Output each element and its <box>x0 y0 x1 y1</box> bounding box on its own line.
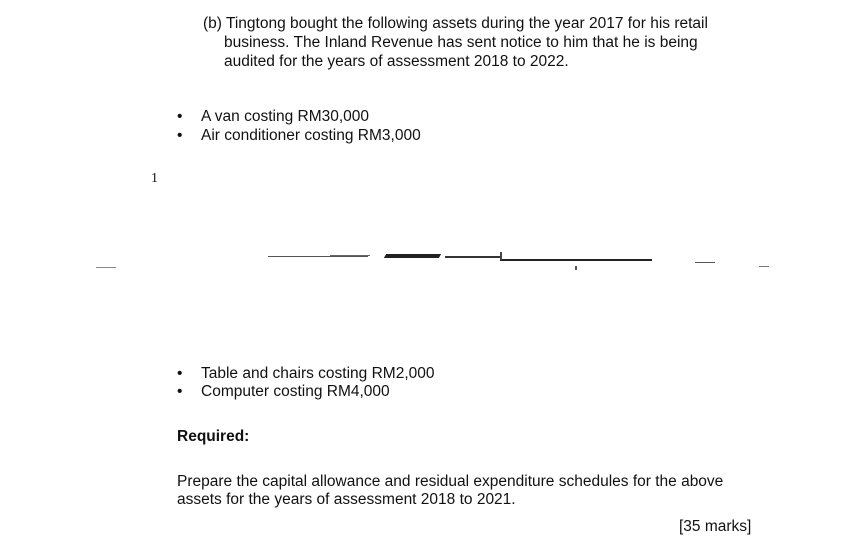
scan-line-8 <box>695 262 715 263</box>
marks-label: [35 marks] <box>679 518 752 535</box>
scan-line-6 <box>500 252 502 260</box>
question-b-line-3: audited for the years of assessment 2018 to 2022. <box>224 53 569 70</box>
scan-line-7 <box>575 266 577 270</box>
page-number: 1 <box>151 171 158 186</box>
instruction-line-2: assets for the years of assessment 2018 to 2021. <box>177 491 516 508</box>
asset-table-chairs: Table and chairs costing RM2,000 <box>201 365 435 382</box>
asset-van: A van costing RM30,000 <box>201 108 370 125</box>
asset-computer: Computer costing RM4,000 <box>201 383 390 400</box>
scan-line-4 <box>445 256 500 258</box>
scan-line-left <box>96 267 116 268</box>
scan-line-3 <box>384 254 441 258</box>
question-b-line-2: business. The Inland Revenue has sent notice to him that he is being <box>224 34 698 51</box>
question-b-line-1: (b) Tingtong bought the following assets during the year 2017 for his retail <box>203 15 708 32</box>
bullet-icon: • <box>177 127 183 144</box>
scan-line-9 <box>759 266 769 267</box>
bullet-icon: • <box>177 383 183 400</box>
instruction-line-1: Prepare the capital allowance and residual expenditure schedules for the above <box>177 473 724 490</box>
required-heading: Required: <box>177 428 250 445</box>
asset-air-conditioner: Air conditioner costing RM3,000 <box>201 127 421 144</box>
bullet-icon: • <box>177 108 183 125</box>
scan-line-2 <box>330 255 370 256</box>
scan-line-1 <box>268 256 368 257</box>
scan-line-5 <box>500 259 652 261</box>
bullet-icon: • <box>177 365 183 382</box>
